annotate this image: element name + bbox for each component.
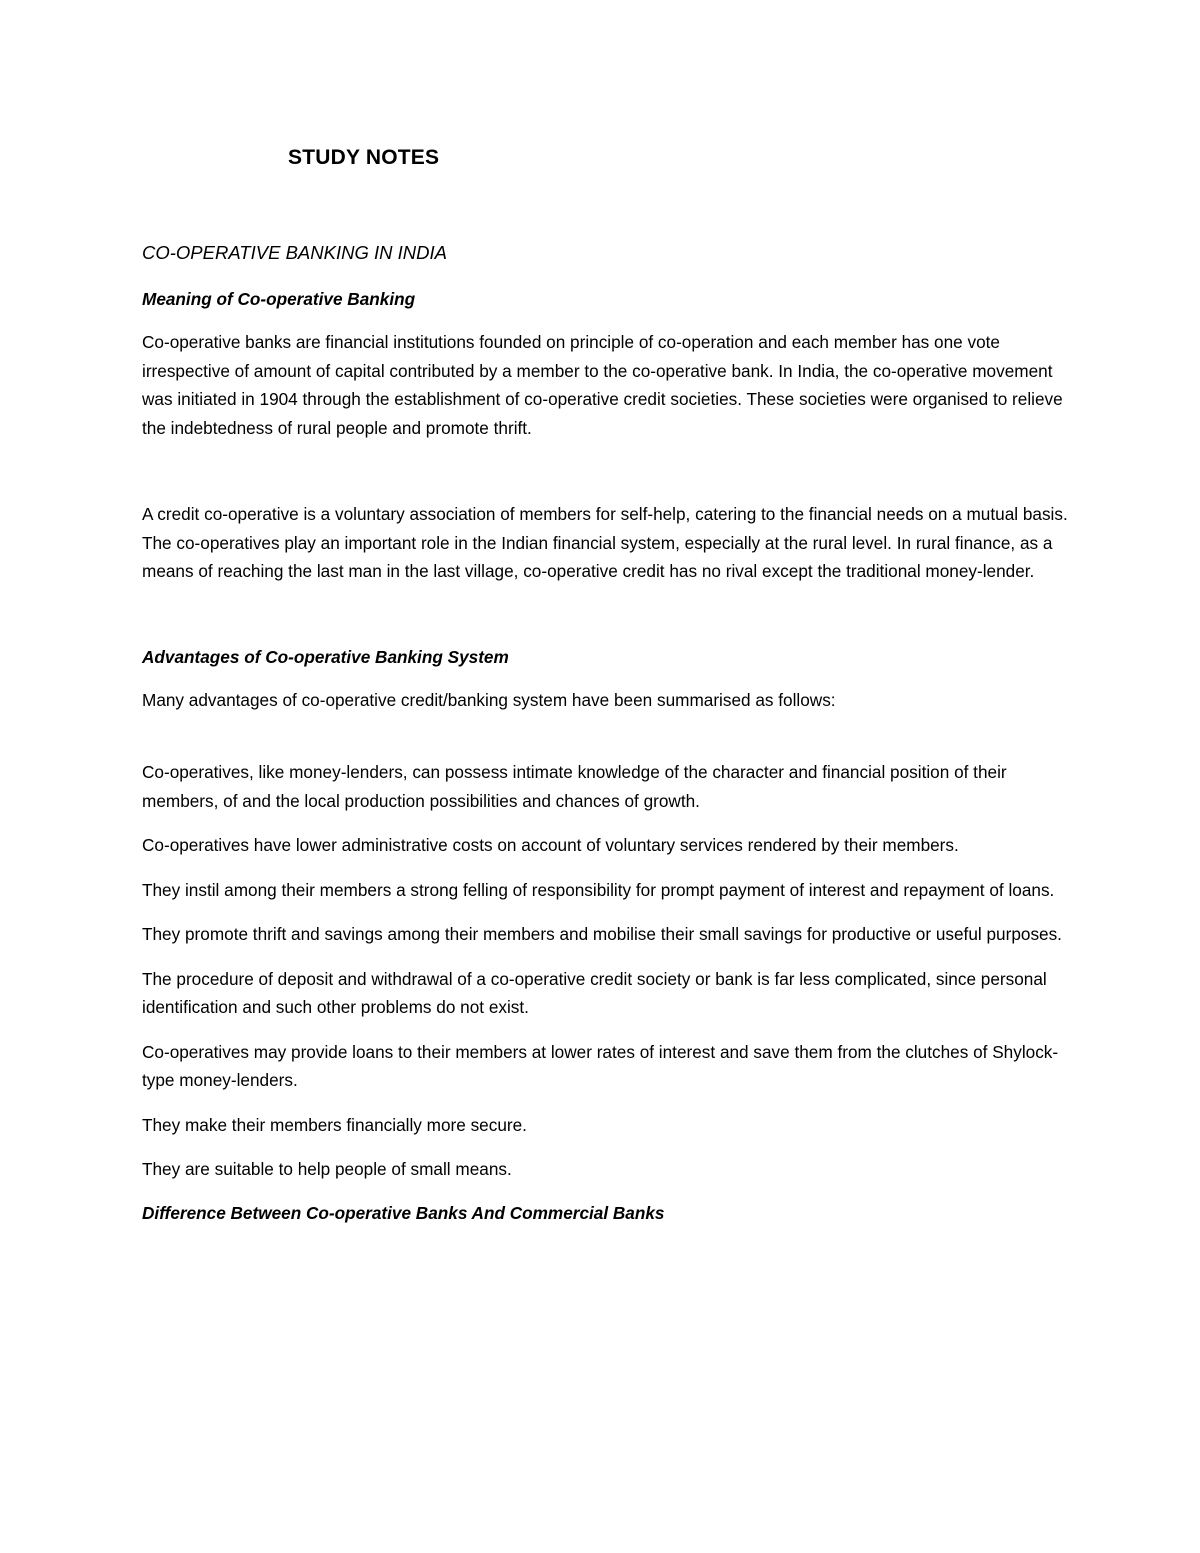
advantages-list <box>142 758 1072 1184</box>
meaning-heading: Meaning of Co-operative Banking <box>142 289 416 309</box>
meaning-paragraph-1: Co-operative banks are financial institutions founded on principle of co-operation and each member has one vote irrespective of amount of capital contributed by a member to the co-operative bank. In India, the co-operative movement was initiated in 1904 through the establishment of co-operative credit societies. These societies were organised to relieve the indebtedness of rural people and promote thrift. <box>142 332 1063 438</box>
advantages-heading: Advantages of Co-operative Banking System <box>142 646 509 667</box>
main-heading: CO-OPERATIVE BANKING IN INDIA <box>142 242 447 263</box>
difference-heading: Difference Between Co-operative Banks And Commercial Banks <box>142 1202 665 1223</box>
document-title: STUDY NOTES <box>288 146 440 169</box>
advantage-item: They are suitable to help people of small means. <box>142 1159 512 1179</box>
meaning-paragraph-2: A credit co-operative is a voluntary association of members for self-help, catering to the financial needs on a mutual basis. The co-operatives play an important role in the Indian financial system, especially at the rural level. In rural finance, as a means of reaching the last man in the last village, co-operative credit has no rival except the traditional money-lender. <box>142 504 1068 581</box>
advantage-item: The procedure of deposit and withdrawal of a co-operative credit society or bank is far less complicated, since personal identification and such other problems do not exist. <box>142 968 1047 1017</box>
advantage-item: They promote thrift and savings among their members and mobilise their small savings for productive or useful purposes. <box>142 924 1062 944</box>
document-body <box>142 236 1072 1228</box>
advantage-item: They instil among their members a strong felling of responsibility for prompt payment of interest and repayment of loans. <box>142 879 1055 900</box>
advantage-item: Co-operatives, like money-lenders, can possess intimate knowledge of the character and financial position of their members, of and the local production possibilities and chances of growth. <box>142 762 1007 811</box>
advantage-item: They make their members financially more secure. <box>142 1114 527 1135</box>
advantage-item: Co-operatives have lower administrative costs on account of voluntary services rendered by their members. <box>142 835 959 855</box>
advantage-item: Co-operatives may provide loans to their members at lower rates of interest and save them from the clutches of Shylock-type money-lenders. <box>142 1041 1059 1090</box>
advantages-intro: Many advantages of co-operative credit/banking system have been summarised as follows: <box>142 689 836 710</box>
